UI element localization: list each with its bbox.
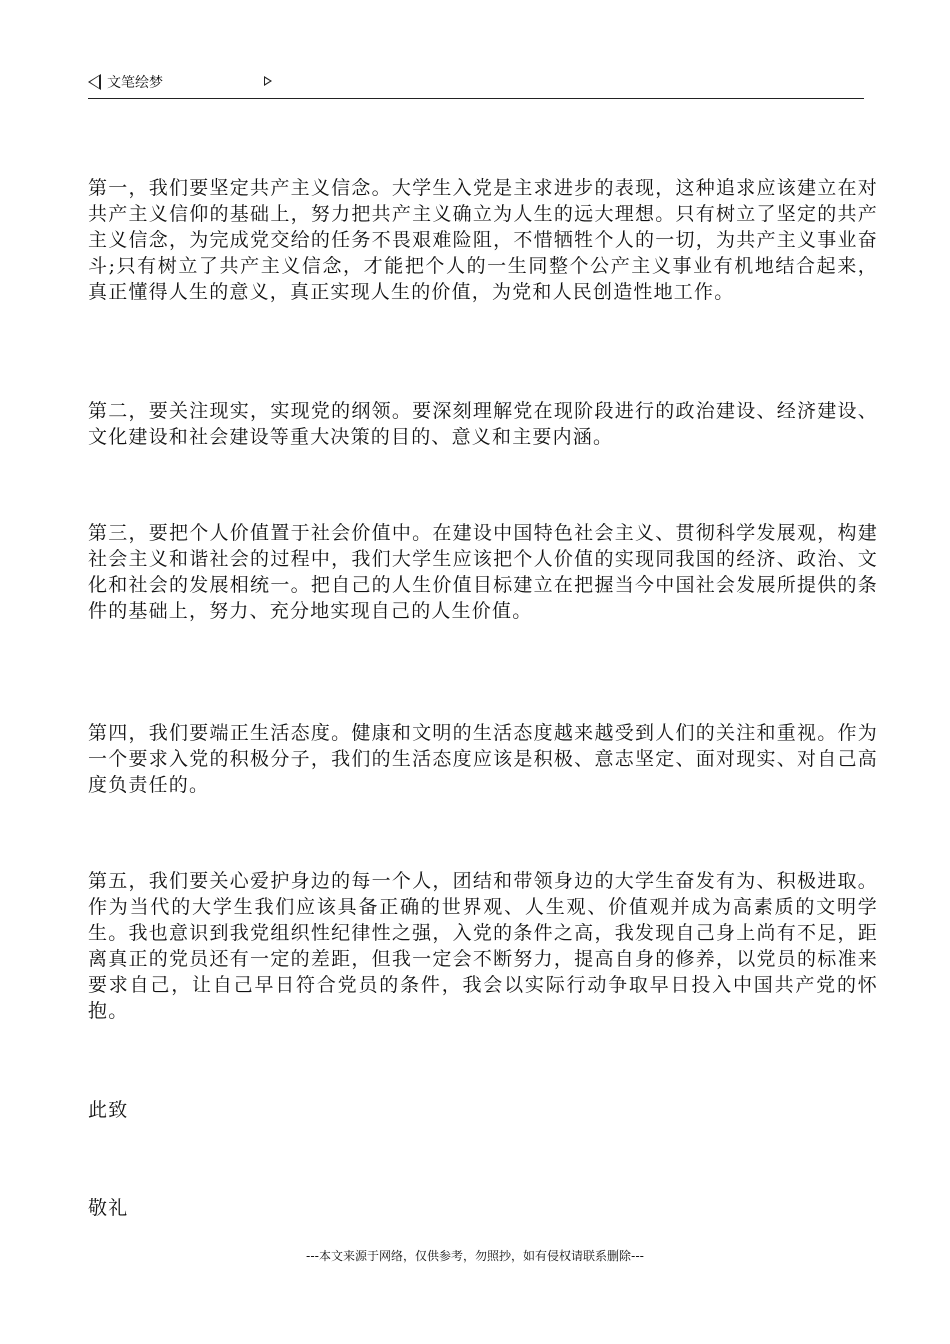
page-header: [88, 70, 864, 99]
triangle-right-icon: [264, 76, 272, 86]
paragraph-3: 第三，要把个人价值置于社会价值中。在建设中国特色社会主义、贯彻科学发展观，构建社会主义和谐社会的过程中，我们大学生应该把个人价值的实现同我国的经济、政治、文化和社会的发展相统一。把自己的人生价值目标建立在把握当今中国社会发展所提供的条件的基础上，努力、充分地实现自己的人生价值。: [88, 522, 878, 622]
paragraph-1: 第一，我们要坚定共产主义信念。大学生入党是主求进步的表现，这种追求应该建立在对共产主义信仰的基础上，努力把共产主义确立为人生的远大理想。只有树立了坚定的共产主义信念，为完成党交给的任务不畏艰难险阻，不惜牺牲个人的一切，为共产主义事业奋斗;只有树立了共产主义信念，才能把个人的一生同整个公产主义事业有机地结合起来，真正懂得人生的意义，真正实现人生的价值，为党和人民创造性地工作。: [88, 177, 878, 303]
triangle-left-icon: [88, 74, 101, 90]
closing-regards: 敬礼: [88, 1197, 129, 1219]
paragraph-5: 第五，我们要关心爱护身边的每一个人，团结和带领身边的大学生奋发有为、积极进取。作为当代的大学生我们应该具备正确的世界观、人生观、价值观并成为高素质的文明学生。我也意识到我党组织性纪律性之强，入党的条件之高，我发现自己身上尚有不足，距离真正的党员还有一定的差距，但我一定会不断努力，提高自身的修养，以党员的标准来要求自己，让自己早日符合党员的条件，我会以实际行动争取早日投入中国共产党的怀抱。: [88, 870, 878, 1022]
paragraph-4: 第四，我们要端正生活态度。健康和文明的生活态度越来越受到人们的关注和重视。作为一个要求入党的积极分子，我们的生活态度应该是积极、意志坚定、面对现实、对自己高度负责任的。: [88, 722, 878, 796]
header-brand: 文笔绘梦: [107, 75, 163, 91]
footer-disclaimer: ---本文来源于网络，仅供参考，勿照抄，如有侵权请联系删除---: [306, 1249, 644, 1263]
paragraph-2: 第二，要关注现实，实现党的纲领。要深刻理解党在现阶段进行的政治建设、经济建设、文化建设和社会建设等重大决策的目的、意义和主要内涵。: [88, 400, 878, 448]
closing-salutation: 此致: [88, 1099, 129, 1121]
